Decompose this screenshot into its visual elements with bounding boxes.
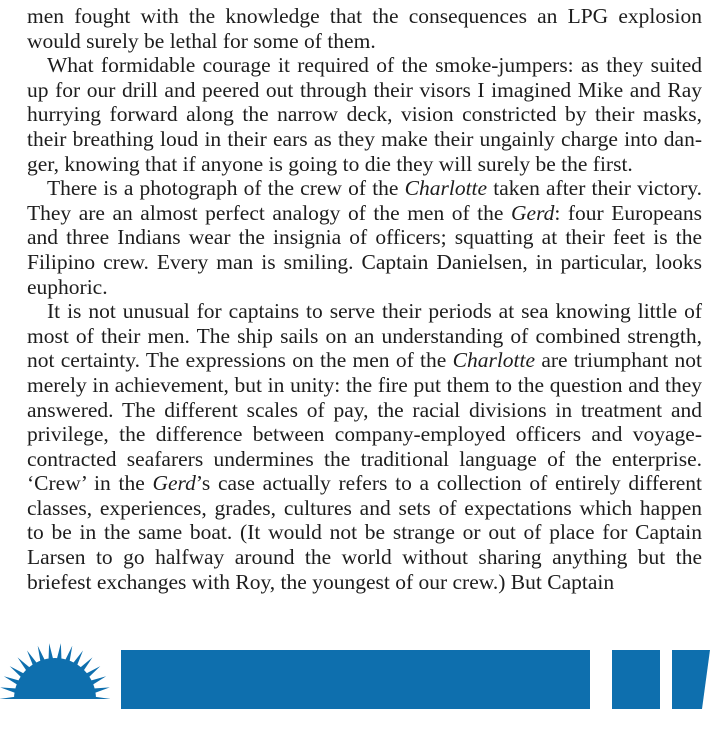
sun-ray [57, 643, 62, 659]
ship-name-gerd: Gerd [511, 200, 555, 225]
paragraph-4 [27, 299, 702, 594]
banner-wedge [672, 650, 710, 709]
sun-ray [38, 646, 45, 662]
body-text [27, 4, 702, 594]
paragraph-text: : four Europeans and three Indians wear the insignia of officers; squatting at their feet is the Filipino crew. Every man is smiling. Captain Danielsen, in particular, looks euphoric. [27, 200, 702, 299]
sun-ray [49, 643, 54, 659]
paragraph-text: ’s case actually refers to a collection of entirely different classes, experiences, grades, cultures and sets of expectations which happen to be in the same boat. (It would not be strange or out of place for Captain Larsen to go halfway around the world without sharing anything but the briefest exchanges with Roy, the youngest of our crew.) But Captain [27, 471, 702, 594]
ship-name-charlotte: Charlotte [452, 348, 536, 373]
ship-name-charlotte: Charlotte [404, 176, 488, 201]
paragraph-text: are triumphant not merely in achievement, but in unity: the fire put them to the question and they answered. The different scales of pay, the racial divisions in treatment and privilege, the difference between company-employed officers and voyage-contracted seafarers undermines the traditional language of the enterprise. ‘Crew’ in the [27, 348, 702, 496]
paragraph-text: men fought with the knowledge that the consequences an LPG explosion would surely be lethal for some of them. [27, 4, 702, 53]
ship-name-gerd: Gerd [152, 471, 196, 496]
paragraph-1 [27, 4, 702, 53]
paragraph-3 [27, 176, 702, 299]
paragraph-text: taken after their victory. They are an almost perfect analogy of the men of the [27, 176, 702, 225]
sun-ray [94, 687, 110, 693]
paragraph-text: There is a photograph of the crew of the [47, 176, 405, 201]
banner-bar [121, 650, 590, 709]
paragraph-text: What formidable courage it required of the smoke-jumpers: as they suited up for our drill and peered out through their visors I imagined Mike and Ray hurrying forward along the narrow deck, vision constricted by their masks, their breathing loud in their ears as they make their ungainly charge into danger, knowing that if anyone is going to die they will surely be the first. [27, 53, 702, 176]
paragraph-text: It is not unusual for captains to serve their periods at sea knowing little of most of their men. The ship sails on an understanding of combined strength, not certainty. The expressions on the men of the [27, 299, 702, 373]
sun-ray [65, 646, 72, 662]
sun-ray [0, 687, 16, 693]
banner-block [612, 650, 660, 709]
paragraph-2 [27, 53, 702, 176]
sunburst-logo-icon [0, 627, 110, 725]
